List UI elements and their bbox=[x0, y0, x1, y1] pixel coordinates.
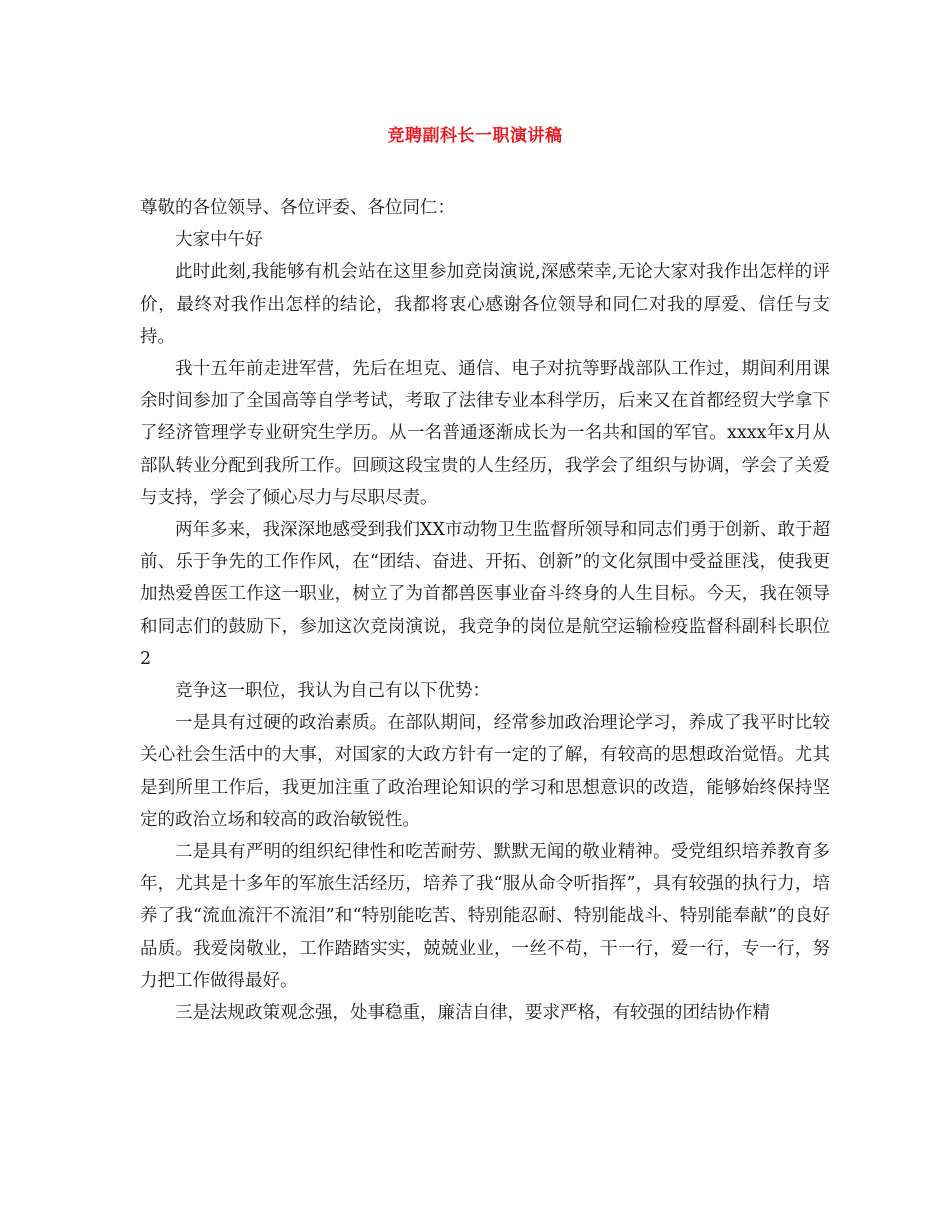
salutation: 尊敬的各位领导、各位评委、各位同仁： bbox=[140, 198, 455, 218]
paragraph-advantage-one: 一是具有过硬的政治素质。在部队期间，经常参加政治理论学习，养成了我平时比较关心社会生活中的大事，对国家的大政方针有一定的了解，有较高的思想政治觉悟。尤其是到所里工作后，我更加注重了政治理论知识的学习和思想意识的改造，能够始终保持坚定的政治立场和较高的政治敏锐性。 bbox=[140, 713, 830, 830]
document-body bbox=[140, 192, 830, 1029]
paragraph-advantage-two: 二是具有严明的组织纪律性和吃苦耐劳、默默无闻的敬业精神。受党组织培养教育多年，尤其是十多年的军旅生活经历，培养了我“服从命令听指挥”，具有较强的执行力，培养了我“流血流汗不流泪”和“特别能吃苦、特别能忍耐、特别能战斗、特别能奉献”的良好品质。我爱岗敬业，工作踏踏实实，兢兢业业，一丝不苟，干一行，爱一行，专一行，努力把工作做得最好。 bbox=[140, 842, 830, 991]
paragraph-advantage-three: 三是法规政策观念强，处事稳重，廉洁自律，要求严格，有较强的团结协作精 bbox=[175, 1003, 770, 1024]
document-title: 竞聘副科长一职演讲稿 bbox=[387, 126, 563, 146]
paragraph-advantages-intro: 竞争这一职位，我认为自己有以下优势： bbox=[175, 681, 490, 702]
paragraph-intro: 此时此刻,我能够有机会站在这里参加竞岗演说,深感荣幸,无论大家对我作出怎样的评价，最终对我作出怎样的结论，我都将衷心感谢各位领导和同仁对我的厚爱、信任与支持。 bbox=[140, 262, 830, 347]
paragraph-motivation: 两年多来，我深深地感受到我们XX市动物卫生监督所领导和同志们勇于创新、敢于超前、乐于争先的工作作风，在“团结、奋进、开拓、创新”的文化氛围中受益匪浅，使我更加热爱兽医工作这一职业，树立了为首都兽医事业奋斗终身的人生目标。今天，我在领导和同志们的鼓励下，参加这次竞岗演说，我竞争的岗位是航空运输检疫监督科副科长职位2 bbox=[140, 520, 830, 669]
paragraph-background: 我十五年前走进军营，先后在坦克、通信、电子对抗等野战部队工作过，期间利用课余时间参加了全国高等自学考试，考取了法律专业本科学历，后来又在首都经贸大学拿下了经济管理学专业研究生学历。从一名普通逐渐成长为一名共和国的军官。xxxx年x月从部队转业分配到我所工作。回顾这段宝贵的人生经历，我学会了组织与协调，学会了关爱与支持，学会了倾心尽力与尽职尽责。 bbox=[140, 359, 830, 508]
paragraph-greeting: 大家中午好 bbox=[175, 230, 263, 251]
